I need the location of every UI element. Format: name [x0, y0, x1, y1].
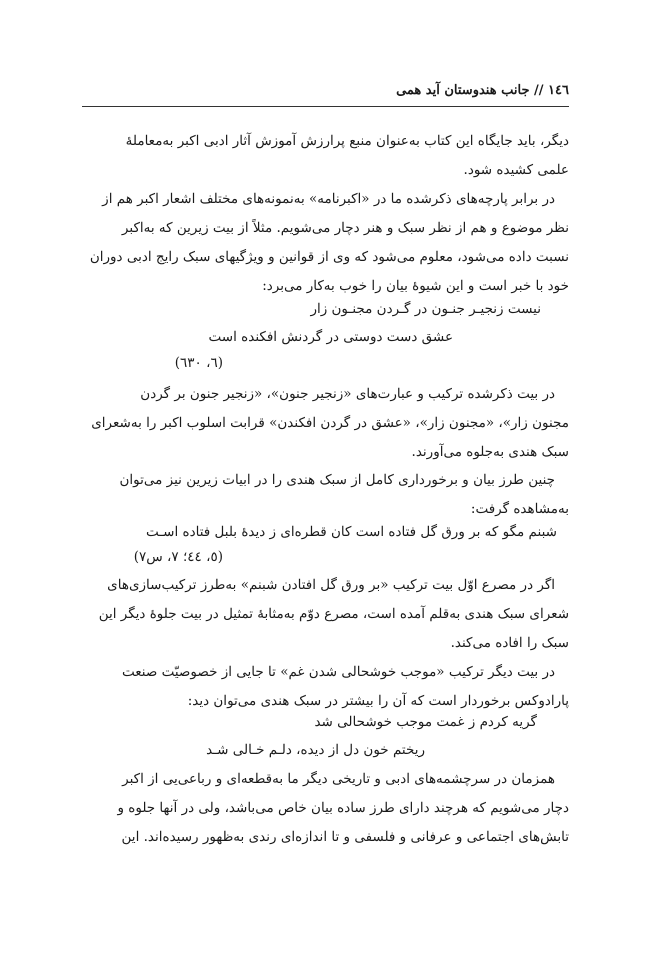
text-line: تابش‌های اجتماعی و عرفانی و فلسفی و تا اندازه‌ای رندی به‌ظهور رسیده‌اند. این — [121, 829, 569, 845]
paragraph-1 — [82, 127, 569, 185]
text-line: اگر در مصرع اوّل بیت ترکیب «بر ورق گل افتادن شبنم» به‌طرز ترکیب‌سازی‌های — [107, 577, 555, 593]
text-line: خود با خبر است و این شیوهٔ بیان را خوب به‌کار می‌برد: — [262, 278, 569, 294]
paragraph-2 — [82, 185, 569, 301]
text-line: در برابر پارچه‌های ذکرشده ما در «اکبرنامه» به‌نمونه‌های مختلف اشعار اکبر هم از — [102, 191, 555, 207]
text-line: پارادوکس برخوردار است که آن را بیشتر در سبک هندی می‌توان دید: — [187, 693, 569, 709]
text-line: نسبت داده می‌شود، معلوم می‌شود که وی از قوانین و ویژگیهای سبک رایج ادبی دوران — [89, 249, 569, 265]
header-rule — [82, 106, 569, 107]
text-line: در بیت ذکرشده ترکیب و عبارت‌های «زنجیر جنون»، «زنجیر جنون بر گردن — [140, 386, 555, 402]
text-line: مجنون زار»، «مجنون زار»، «عشق در گردن افکندن» قرابت اسلوب اکبر را به‌شعرای — [91, 415, 569, 431]
text-line: همزمان در سرچشمه‌های ادبی و تاریخی دیگر ما به‌قطعه‌ای و رباعی‌یی از اکبر — [122, 771, 555, 787]
text-line: نظر موضوع و هم از نظر سبک و هنر دچار می‌شویم. مثلاً از بیت زیرین که به‌اکبر — [121, 220, 569, 236]
text-line: سبک را افاده می‌کند. — [450, 635, 569, 651]
verse-2-reference: (٥، ٤٤؛ ٧، س٧) — [133, 549, 223, 565]
paragraph-7 — [82, 765, 569, 852]
running-head: ١٤٦ // جانب هندوستان آيد همی — [396, 83, 569, 98]
verse-1-reference: (٦، ٦٣٠) — [174, 355, 223, 371]
text-line: شعرای سبک هندی به‌قلم آمده است، مصرع دوّم به‌مثابهٔ تمثیل در بیت جلوهٔ دیگر این — [98, 606, 569, 622]
text-line: دیگر، باید جایگاه این کتاب به‌عنوان منبع پرارزش آموزش آثار ادبی اکبر به‌معاملهٔ — [125, 133, 569, 149]
verse-2: شبنم مگو که بر ورق گل فتاده است کان قطره‌ای ز دیدهٔ بلبل فتاده اسـت — [145, 524, 557, 540]
paragraph-5 — [82, 571, 569, 658]
verse-1-hemistich-1: نیست زنجیـر جنـون در گـردن مجنـون زار — [310, 301, 541, 317]
verse-3-hemistich-1: گریه کردم ز غمت موجب خوشحالی شد — [314, 714, 537, 730]
text-line: سبک هندی به‌جلوه می‌آورند. — [411, 444, 569, 460]
text-line: دچار می‌شویم که هرچند دارای طرز ساده بیان خاص می‌باشد، ولی در آنها جلوه و — [117, 800, 569, 816]
text-line: به‌مشاهده گرفت: — [470, 501, 569, 517]
text-line: چنین طرز بیان و برخورداری کامل از سبک هندی را در ابیات زیرین نیز می‌توان — [119, 472, 555, 488]
paragraph-4 — [82, 466, 569, 524]
text-line: در بیت دیگر ترکیب «موجب خوشحالی شدن غم» تا جایی از خصوصیّت صنعت — [122, 664, 555, 680]
verse-1-hemistich-2: عشق دست دوستی در گردنش افکنده است — [208, 329, 453, 345]
paragraph-3 — [82, 380, 569, 467]
verse-3-hemistich-2: ریختم خون دل از دیده، دلـم خـالی شـد — [206, 742, 425, 758]
paragraph-6 — [82, 658, 569, 716]
text-line: علمی کشیده شود. — [463, 162, 569, 178]
